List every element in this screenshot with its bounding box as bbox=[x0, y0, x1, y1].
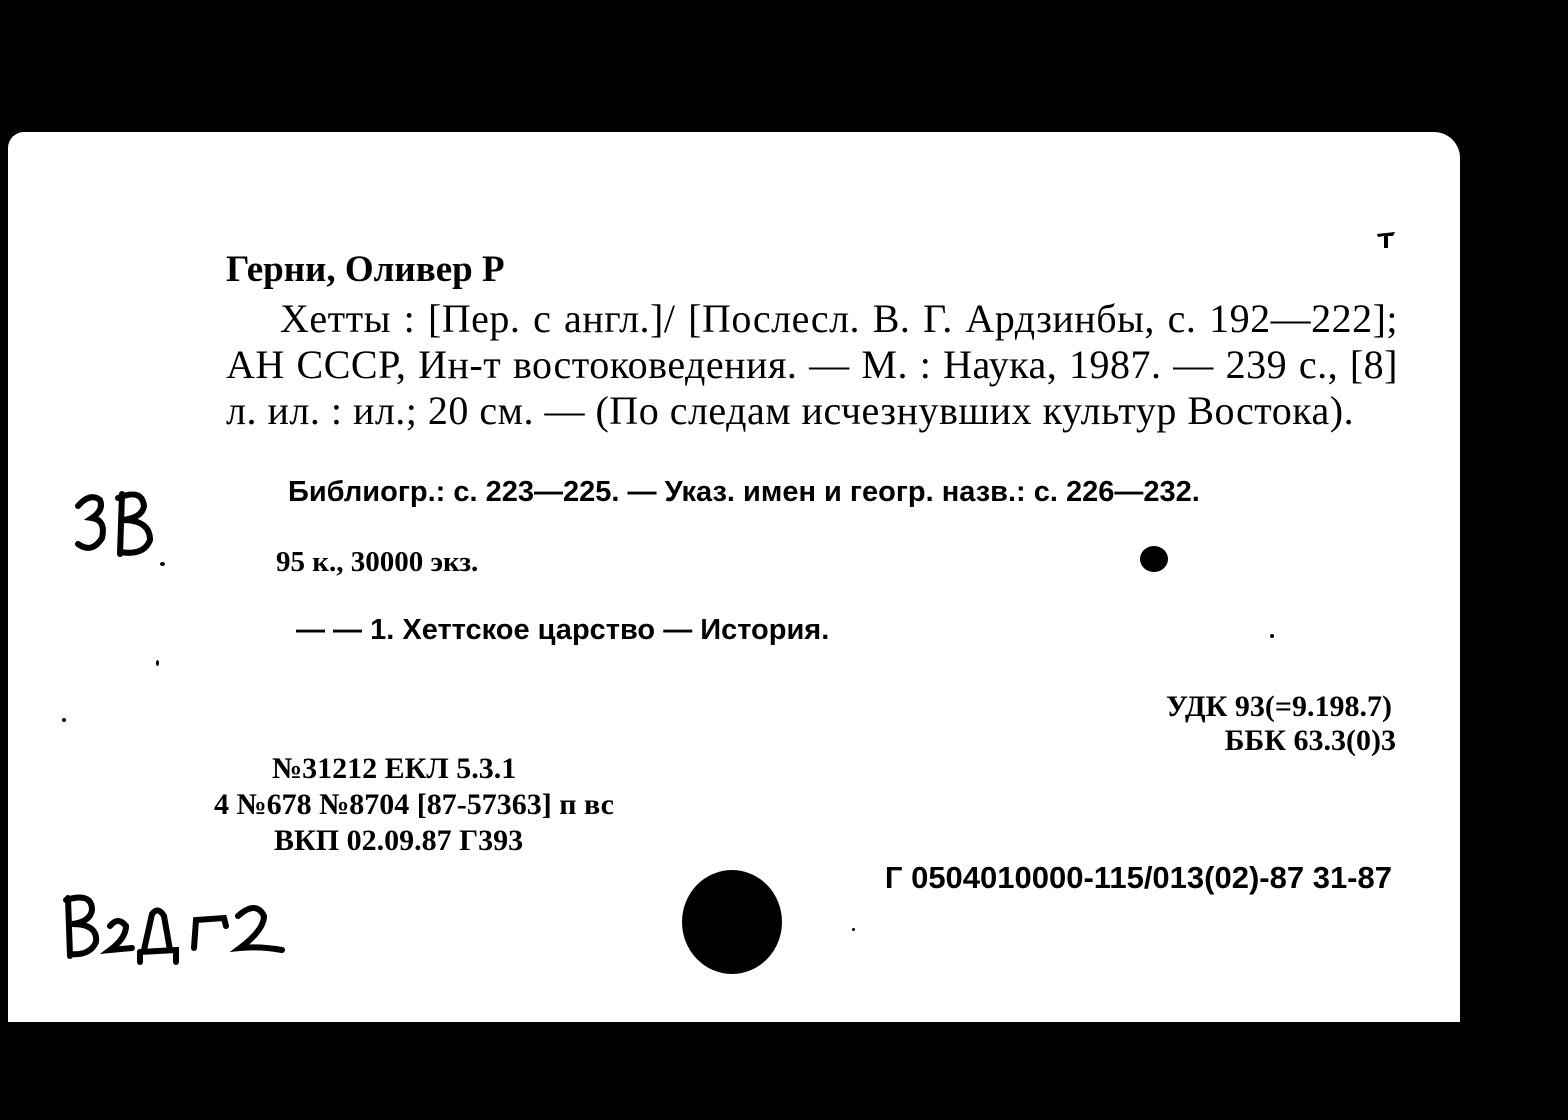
punch-hole-small-mark bbox=[1140, 546, 1168, 572]
publication-index-code: Г 0504010000-115/013(02)-87 31-87 bbox=[884, 860, 1392, 895]
scan-speck bbox=[160, 562, 165, 566]
handwritten-note-1 bbox=[68, 484, 172, 570]
subject-heading: — — 1. Хеттское царство — История. bbox=[296, 614, 830, 646]
bibliography-notes: Библиогр.: с. 223—225. — Указ. имен и геогр. назв.: с. 226—232. bbox=[288, 476, 1200, 508]
handwritten-note-2 bbox=[60, 886, 292, 968]
catalog-number-line-2: 4 №678 №8704 [87-57363] п вс bbox=[214, 788, 614, 821]
scan-speck bbox=[1270, 634, 1274, 638]
bbk-classification: ББК 63.3(0)3 bbox=[1224, 724, 1396, 757]
catalog-number-line-3: ВКП 02.09.87 Г393 bbox=[274, 824, 524, 857]
bibliographic-description: Хетты : [Пер. с англ.]/ [Послесл. В. Г. Ардзинбы, с. 192—222]; АН СССР, Ин-т востоковедения. — М. : Наука, 1987. — 239 с., [8] л. ил. : ил.; 20 см. — (По следам исчезнувших культур Востока). bbox=[226, 296, 1398, 433]
scan-speck bbox=[62, 718, 66, 722]
author-heading: Герни, Оливер Р bbox=[226, 249, 505, 290]
corner-mark-icon bbox=[1376, 228, 1396, 250]
scan-speck bbox=[852, 928, 855, 931]
scan-speck bbox=[156, 660, 159, 666]
punch-hole-large-mark bbox=[682, 870, 782, 974]
catalog-number-line-1: №31212 ЕКЛ 5.3.1 bbox=[272, 752, 517, 785]
price-and-print-run: 95 к., 30000 экз. bbox=[276, 546, 479, 578]
udk-classification: УДК 93(=9.198.7) bbox=[1166, 690, 1392, 723]
